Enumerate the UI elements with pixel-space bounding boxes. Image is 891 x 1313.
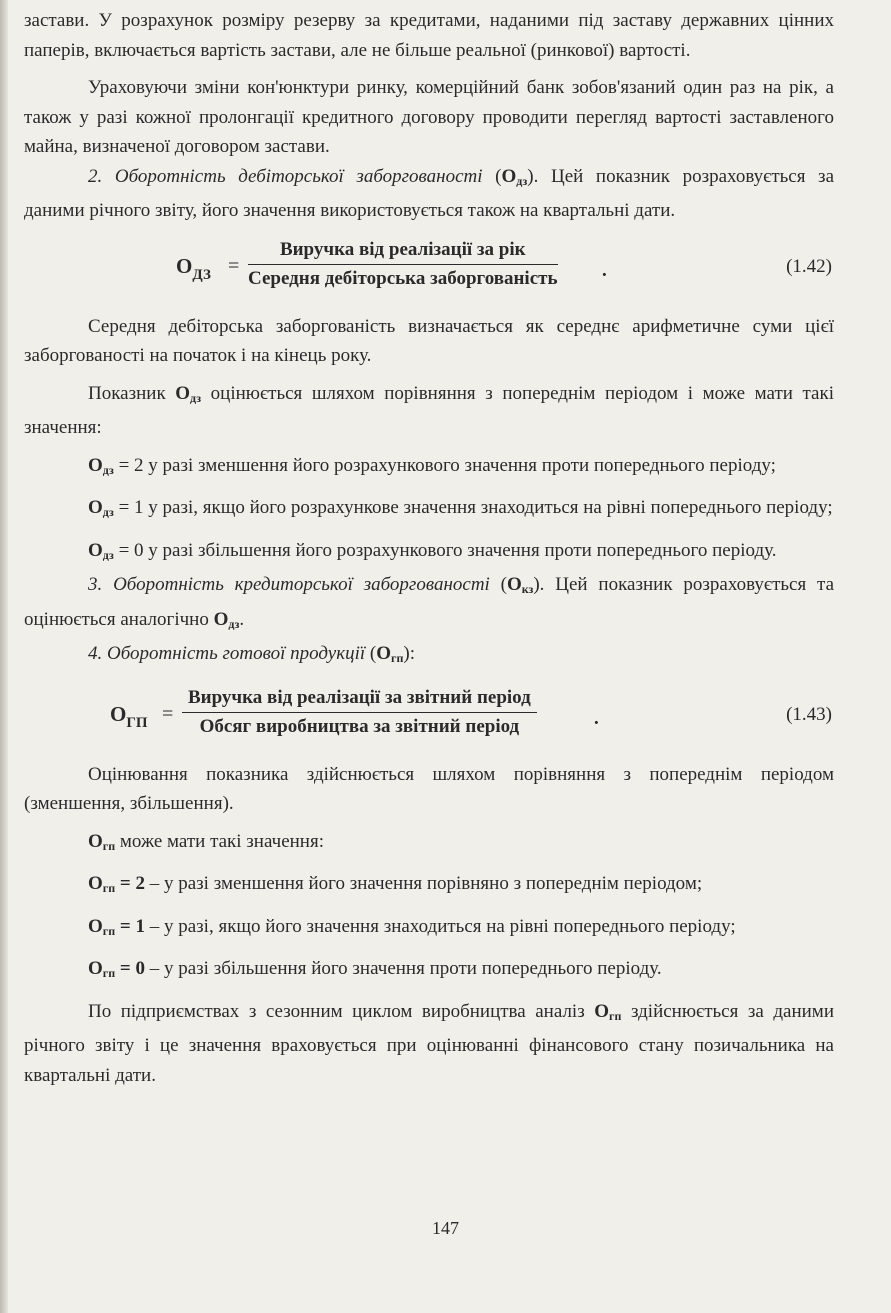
paragraph-indicator-values: Показник $О_{дз}$ оцінюється шляхом порівняння з попереднім періодом і може мати такі значення: [24, 382, 834, 438]
paragraph-continuation: застави. У розрахунок розміру резерву за кредитами, наданими під заставу державних цінних паперів, включається вартість застави, але не більше реальної (ринкової) вартості. [24, 10, 834, 61]
formula-lhs: $О_{ГП}$ [110, 701, 148, 731]
section-title-payables: 3. Оборотність кредиторської заборгованості [88, 574, 490, 595]
paragraph-seasonal: По підприємствах з сезонним циклом виробництва аналіз $О_{гп}$ здійснюється за даними річного звіту і це значення враховується при оцінюванні фінансового стану позичальника на квартальні дати. [24, 1000, 834, 1086]
paragraph-finished-goods-turnover: 4. Оборотність готової продукції $(О_{гп})$: [88, 643, 415, 665]
formula-number: (1.42) [786, 255, 832, 277]
formula-equals: = [228, 254, 240, 277]
symbol-o: О [501, 165, 517, 187]
formula-dot: . [602, 259, 607, 281]
paragraph-payables-turnover: 3. Оборотність кредиторської заборгованості $(О_{кз})$. Цей показник розраховується та оцінюється аналогічно $О_{дз}$. [24, 574, 835, 631]
formula-fraction [248, 236, 558, 293]
formula-equals: = [162, 702, 174, 725]
page-text [24, 6, 834, 1090]
paragraph-text: ). Цей показник розраховується за даними річного звіту, його значення використовується також на квартальні дати. [24, 165, 834, 221]
gp-value-item-1: $О_{гп} = 1 - у$ разі, якщо його значення знаходиться на рівні попереднього періоду; [88, 915, 736, 938]
formula-lhs: $О_{ДЗ}$ [176, 253, 211, 283]
formula-number: (1.43) [786, 703, 832, 725]
formula-fraction [182, 684, 537, 741]
formula-denominator: Обсяг виробництва за звітний період [199, 715, 520, 737]
page-number: 147 [432, 1218, 459, 1238]
paragraph-assessment: Оцінювання показника здійснюється шляхом порівняння з попереднім періодом (зменшення, збільшення). [24, 763, 834, 814]
formula-numerator: Виручка від реалізації за звітний період [182, 684, 537, 713]
formula-1-43 [24, 682, 834, 748]
formula-denominator: Середня дебіторська заборгованість [248, 267, 558, 289]
formula-numerator: Виручка від реалізації за рік [248, 236, 558, 265]
page-binding-shadow [0, 0, 8, 1313]
paragraph-gp-values: $О_{гп}$ може мати такі значення: [88, 830, 324, 853]
paragraph-average-receivables: Середня дебіторська заборгованість визначається як середнє арифметичне суми цієї заборгованості на початок і на кінець року. [24, 315, 834, 366]
paragraph-collateral-revision: Ураховуючи зміни кон'юнктури ринку, комерційний банк зобов'язаний один раз на рік, а також у разі кожної пролонгації кредитного договору проводити перегляд вартості заставленого майна, визначеної договором застави. [24, 77, 834, 157]
paragraph-receivables-turnover: 2. Оборотність дебіторської заборгованості $(О_{дз})$. Цей показник розраховується за даними річного звіту, його значення використовується також на квартальні дати. [24, 165, 834, 221]
gp-value-item-2: $О_{гп} = 2 - у$ разі зменшення його значення порівняно з попереднім періодом; [88, 873, 703, 895]
value-item-0: $О_{дз} = 0$ у разі збільшення його розрахункового значення проти попереднього періоду. [88, 539, 777, 562]
gp-value-item-0: $О_{гп} = 0 - у$ разі збільшення його значення проти попереднього періоду. [88, 958, 662, 980]
symbol-sub-dz: дз [516, 173, 528, 188]
value-item-1: $О_{дз} = 1$ у разі, якщо його розрахункове значення знаходиться на рівні попереднього періоду; [88, 497, 833, 519]
formula-dot: . [594, 707, 599, 729]
section-title-receivables: 2. Оборотність дебіторської заборгованості [88, 165, 483, 187]
value-item-2: $О_{дз} = 2$ у разі зменшення його розрахункового значення проти попереднього періоду; [88, 454, 776, 477]
formula-1-42 [24, 234, 834, 300]
section-title-finished-goods: 4. Оборотність готової продукції [88, 643, 366, 664]
